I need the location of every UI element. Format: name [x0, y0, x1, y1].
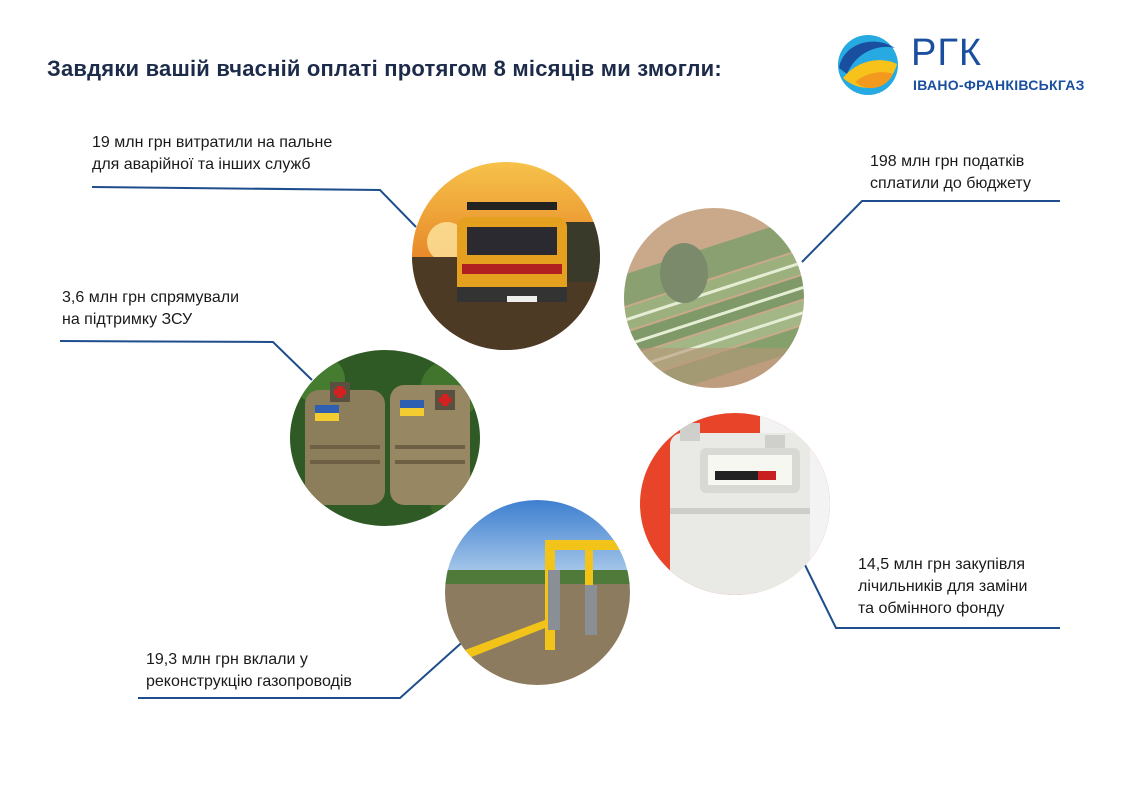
caption-line: 3,6 млн грн спрямували	[62, 289, 240, 306]
caption-line: 19 млн грн витратили на пальне	[92, 134, 333, 151]
caption-meters	[858, 554, 1027, 620]
photo-gas-meter	[640, 413, 830, 595]
caption-line: 198 млн грн податків	[870, 153, 1025, 170]
caption-line: та обмінного фонду	[858, 600, 1005, 617]
caption-line: на підтримку ЗСУ	[62, 311, 193, 328]
caption-army	[62, 287, 239, 331]
photo-gas-pipeline	[445, 500, 630, 685]
caption-pipeline	[146, 649, 352, 693]
caption-line: 19,3 млн грн вклали у	[146, 651, 308, 668]
caption-line: реконструкцію газопроводів	[146, 673, 352, 690]
caption-line: для аварійної та інших служб	[92, 156, 311, 173]
caption-line: 14,5 млн грн закупівля	[858, 556, 1025, 573]
connector-line-fuel	[92, 187, 416, 227]
caption-line: сплатили до бюджету	[870, 175, 1031, 192]
caption-line: лічильників для заміни	[858, 578, 1028, 595]
logo-name: РГК	[911, 32, 983, 74]
photo-hryvnia-banknotes	[624, 208, 804, 388]
caption-taxes	[870, 151, 1031, 195]
connector-line-army	[60, 341, 312, 380]
photo-emergency-van	[412, 162, 600, 350]
photo-military-first-aid-kits	[290, 350, 480, 526]
page-title: Завдяки вашій вчасній оплаті протягом 8 місяців ми змогли:	[47, 56, 722, 81]
caption-fuel	[92, 132, 332, 176]
connector-line-taxes	[802, 201, 1060, 262]
logo-subtitle: ІВАНО-ФРАНКІВСЬКГАЗ	[913, 77, 1085, 93]
